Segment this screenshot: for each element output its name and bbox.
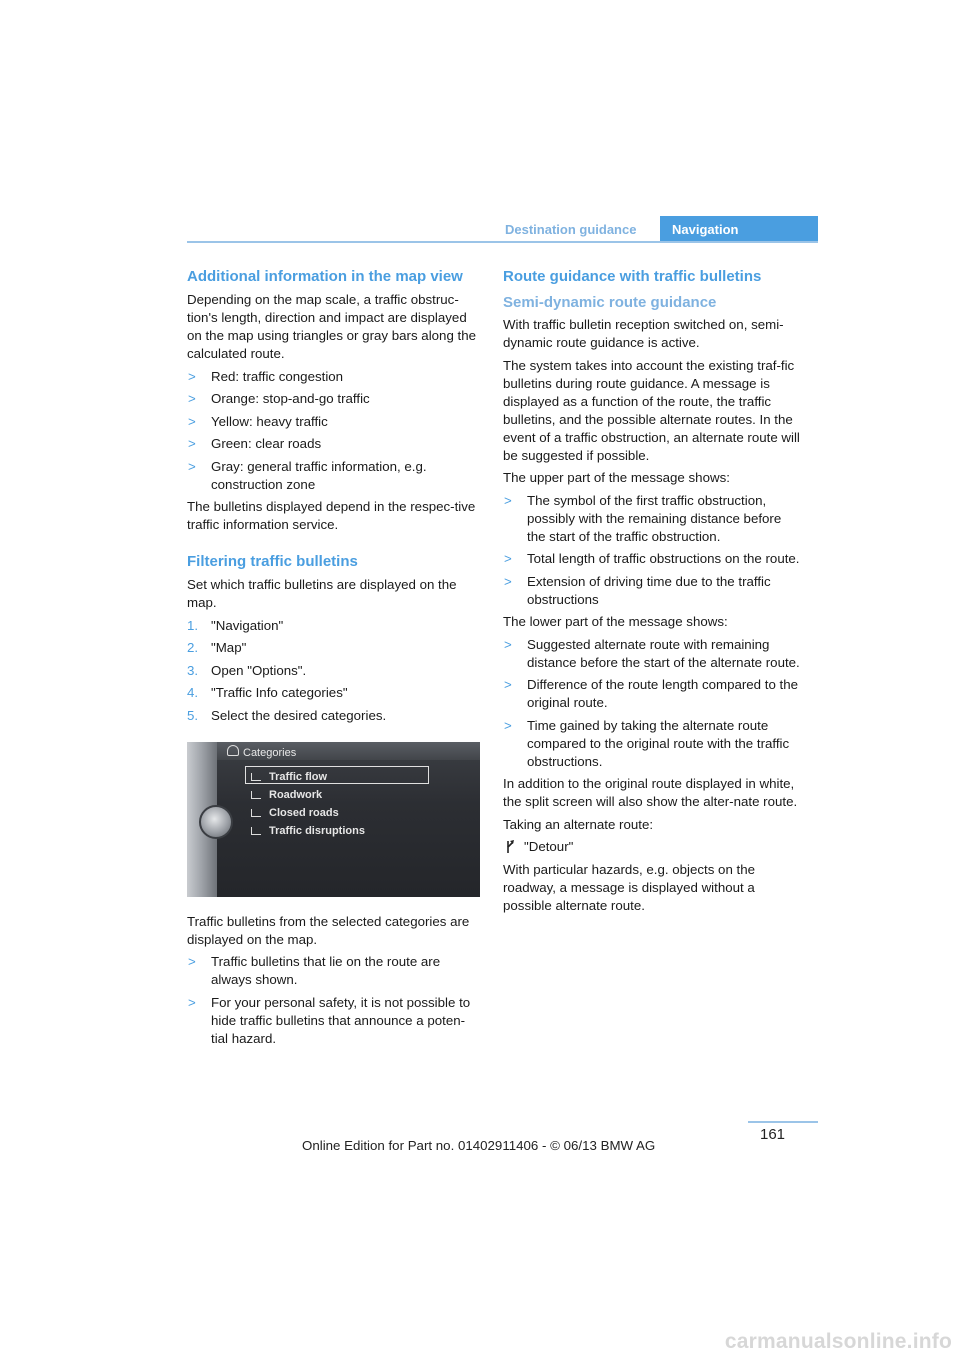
checkbox-icon [251,791,261,799]
list-item: > The symbol of the first traffic obstruction, possibly with the remaining distance before the start of the traffic obstruction. [504,492,782,544]
paragraph: With particular hazards, e.g. objects on the roadway, a message is displayed without a possible alternate route. [503,861,756,913]
bullet-marker: > [188,391,196,406]
idrive-screen-image [187,742,480,897]
paragraph: Depending on the map scale, a traffic obstruc-tion's length, direction and impact are displayed on the map using triangles or gray bars along the calculated route. [187,292,477,361]
list-item: > Traffic bulletins that lie on the route are always shown. [188,954,441,987]
heading-map-view: Additional information in the map view [187,268,463,285]
lower-list [503,636,800,771]
paragraph: The upper part of the message shows: [503,470,730,485]
color-list [187,368,482,494]
right-column [503,266,800,919]
paragraph: The bulletins displayed depend in the respec-tive traffic information service. [187,499,476,532]
bullet-marker: > [188,368,196,384]
list-item: > For your personal safety, it is not possible to hide traffic bulletins that announce a poten-tial hazard. [188,994,471,1046]
bullet-marker: > [504,677,512,692]
paragraph: The lower part of the message shows: [503,614,728,629]
paragraph: The system takes into account the existing traf-fic bulletins during route guidance. A message is displayed as a function of the route, the traffic bulletins, and the possible alternate routes. In the event of a traffic obstruction, an alternate route will be suggested if possible. [503,357,800,463]
bullet-marker: > [504,636,512,652]
bullet-marker: > [188,994,196,1010]
category-item: Roadwork [251,786,322,804]
paragraph: Taking an alternate route: [503,816,654,832]
section-title: Destination guidance [505,222,637,237]
list-item: > Total length of traffic obstructions on the route. [504,551,800,566]
left-column [187,266,482,1052]
bullet-marker: > [504,573,512,589]
bullet-marker: > [188,413,196,429]
bullet-marker: > [504,717,512,733]
watermark: carmanualsonline.info [724,1330,952,1353]
bullet-marker: > [188,436,196,451]
list-item: > Red: traffic congestion [188,368,344,384]
category-item: Traffic flow [251,768,327,786]
list-item: > Extension of driving time due to the traffic obstructions [504,573,771,607]
checkbox-icon [251,809,261,817]
detour-line [503,838,800,856]
checkbox-icon [251,773,261,781]
list-item: > Gray: general traffic information, e.g. construction zone [188,458,427,492]
chapter-tab: Navigation [660,216,818,242]
bullet-marker: > [188,954,196,969]
heading-semi-dynamic: Semi-dynamic route guidance [503,294,717,311]
step-item: 2. "Map" [187,640,247,655]
step-item: 1. "Navigation" [187,617,284,633]
heading-route-guidance: Route guidance with traffic bulletins [503,268,762,285]
detour-label: "Detour" [524,839,574,854]
paragraph: Set which traffic bulletins are displayed on the map. [187,577,457,610]
bullet-marker: > [504,492,512,508]
notes-list [187,953,482,1048]
category-item: Traffic disruptions [251,822,365,840]
checkbox-icon [251,827,261,835]
page-number: 161 [760,1126,786,1143]
controller-knob [199,805,233,839]
list-item: > Difference of the route length compared to the original route. [504,677,799,710]
list-item: > Time gained by taking the alternate route compared to the original route with the traffic obstructions. [504,717,790,769]
list-item: > Yellow: heavy traffic [188,413,328,429]
list-item: > Suggested alternate route with remaining distance before the start of the alternate route. [504,636,800,670]
step-item: 4. "Traffic Info categories" [187,685,348,700]
bullet-marker: > [504,551,512,566]
paragraph: In addition to the original route displayed in white, the split screen will also show the alter-nate route. [503,776,798,809]
category-item: Closed roads [251,804,339,822]
heading-filtering: Filtering traffic bulletins [187,553,358,570]
edition-note: Online Edition for Part no. 01402911406 - © 06/13 BMW AG [302,1138,656,1153]
step-item: 3. Open "Options". [187,662,307,678]
upper-list [503,492,800,609]
steps-list [187,617,482,725]
detour-icon [505,838,517,854]
back-icon [227,745,239,756]
bullet-marker: > [188,458,196,474]
screen-title: Categories [243,746,297,759]
list-item: > Orange: stop-and-go traffic [188,391,370,406]
footer-rule [748,1121,818,1123]
paragraph: With traffic bulletin reception switched on, semi-dynamic route guidance is active. [503,317,784,350]
step-item: 5. Select the desired categories. [187,707,387,723]
header-rule [187,241,818,243]
paragraph: Traffic bulletins from the selected categories are displayed on the map. [187,913,470,947]
list-item: > Green: clear roads [188,436,322,451]
